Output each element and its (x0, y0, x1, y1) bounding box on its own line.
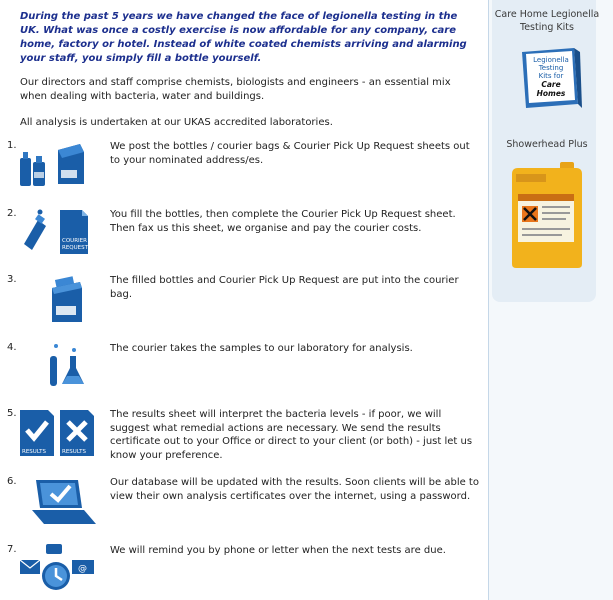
step-number: 6. (7, 476, 17, 487)
svg-text:REQUEST: REQUEST (62, 245, 88, 251)
intro-paragraph-staff: Our directors and staff comprise chemists, biologists and engineers - an essential mix when dealing with bacteria, water and buildings. (20, 77, 451, 102)
product-link-care-home-kits[interactable]: Care Home Legionella Testing Kits (494, 9, 600, 33)
product-link-showerhead-plus[interactable]: Showerhead Plus (506, 139, 588, 150)
step-text: We post the bottles / courier bags & Courier Pick Up Request sheets out to your nominated address/es. (110, 141, 470, 166)
reminder-clock-icon (18, 544, 104, 594)
step-text: The filled bottles and Courier Pick Up Request are put into the courier bag. (110, 275, 459, 300)
svg-text:Legionella: Legionella (533, 56, 569, 64)
results-sheets-icon (18, 408, 104, 458)
svg-text:Testing: Testing (538, 64, 564, 72)
step-6 (0, 476, 486, 526)
svg-text:Homes: Homes (536, 89, 566, 98)
sidebar (488, 0, 613, 600)
courier-bag-icon (18, 274, 104, 324)
step-text: The courier takes the samples to our laboratory for analysis. (110, 343, 413, 354)
care-home-kit-box-image[interactable] (518, 48, 582, 110)
step-5 (0, 408, 486, 462)
intro-headline: During the past 5 years we have changed the face of legionella testing in the UK. What was once a costly exercise is now affordable for any company, care home, factory or hotel. Instead of white coated chemists arriving and alarming your staff, you simply fill a bottle yourself. (20, 11, 467, 64)
step-1 (0, 140, 486, 190)
svg-text:Care: Care (541, 80, 561, 89)
svg-text:Kits for: Kits for (538, 72, 564, 80)
step-number: 3. (7, 274, 17, 285)
showerhead-plus-jerrycan-image[interactable] (506, 160, 586, 270)
step-number: 1. (7, 140, 17, 151)
step-3 (0, 274, 486, 326)
svg-text:@: @ (78, 564, 87, 574)
step-text: The results sheet will interpret the bacteria levels - if poor, we will suggest what remedial actions are necessary. We send the results certificate out to your Office or direct to your client (or both) - just let us know your preference. (110, 409, 473, 461)
results-label: RESULTS (22, 449, 46, 455)
step-number: 4. (7, 342, 17, 353)
sidebar-products-panel (492, 0, 600, 302)
laptop-check-icon (18, 476, 104, 526)
courier-request-label: COURIER (62, 238, 87, 244)
step-text: Our database will be updated with the results. Soon clients will be able to view their own analysis certificates over the internet, using a password. (110, 477, 479, 502)
step-number: 2. (7, 208, 17, 219)
results-label: RESULTS (62, 449, 86, 455)
fill-bottle-request-icon (18, 208, 104, 258)
step-number: 5. (7, 408, 17, 419)
bottles-and-bag-icon (18, 140, 104, 190)
intro-paragraph-ukas: All analysis is undertaken at our UKAS accredited laboratories. (20, 117, 333, 128)
step-number: 7. (7, 544, 17, 555)
step-7 (0, 544, 486, 594)
step-text: You fill the bottles, then complete the Courier Pick Up Request sheet. Then fax us this sheet, we organise and pay the courier costs. (110, 209, 456, 234)
step-4 (0, 342, 486, 388)
lab-flasks-icon (18, 342, 104, 392)
step-text: We will remind you by phone or letter when the next tests are due. (110, 545, 446, 556)
step-2 (0, 208, 486, 258)
